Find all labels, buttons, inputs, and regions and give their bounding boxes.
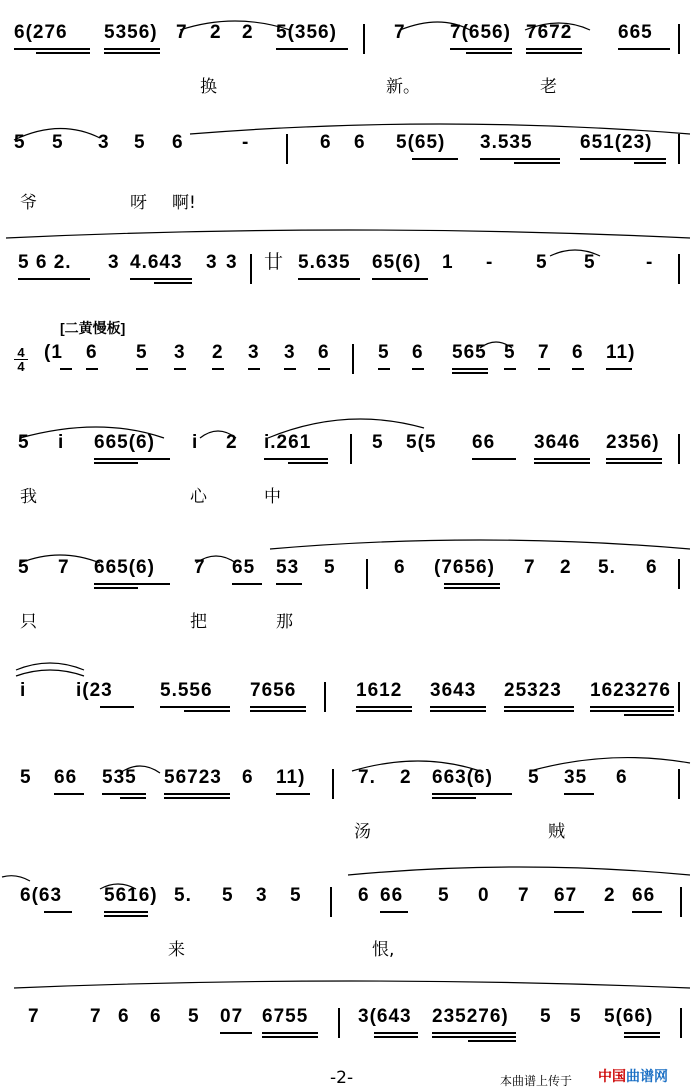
bar-line xyxy=(678,254,680,284)
bar-line xyxy=(680,887,682,917)
note-group: 5 xyxy=(540,1006,552,1027)
time-signature-bottom: 4 xyxy=(14,359,28,373)
underline xyxy=(14,48,90,50)
note-group: 7672 xyxy=(526,22,573,43)
underline xyxy=(624,1036,660,1038)
underline xyxy=(104,911,148,913)
underline xyxy=(232,583,262,585)
note-group: 665(6) xyxy=(94,557,155,578)
note-group: 1612 xyxy=(356,680,403,701)
underline xyxy=(288,462,328,464)
note-group: 3643 xyxy=(430,680,477,701)
underline xyxy=(248,368,260,370)
lyric: 中 xyxy=(264,487,281,507)
underline xyxy=(534,458,590,460)
note-group: 565 xyxy=(452,342,487,363)
note-group: 6 xyxy=(354,132,366,153)
underline xyxy=(412,158,458,160)
notation-line xyxy=(14,678,690,712)
underline xyxy=(212,368,224,370)
underline xyxy=(432,1036,516,1038)
note-group: 5.556 xyxy=(160,680,213,701)
note-group: 2 xyxy=(210,22,222,43)
section-label: [二黄慢板] xyxy=(60,320,126,336)
underline xyxy=(412,368,424,370)
lyric: 啊! xyxy=(172,193,196,213)
note-group: 5. xyxy=(174,885,192,906)
underline xyxy=(164,793,230,795)
note-group: 3 xyxy=(256,885,268,906)
note-group: 5 xyxy=(536,252,548,273)
underline xyxy=(60,368,72,370)
note-group: 6 xyxy=(358,885,370,906)
underline xyxy=(298,278,360,280)
note-group: 3 xyxy=(284,342,296,363)
note-group: 5 xyxy=(504,342,516,363)
underline xyxy=(120,797,146,799)
underline xyxy=(378,368,390,370)
note-group: 3.535 xyxy=(480,132,533,153)
underline xyxy=(54,793,84,795)
underline xyxy=(94,462,138,464)
note-group: 6 xyxy=(646,557,658,578)
notation-line xyxy=(14,1004,690,1038)
underline xyxy=(250,706,306,708)
note-group: 6 xyxy=(172,132,184,153)
note-group: 5.635 xyxy=(298,252,351,273)
note-group: 6755 xyxy=(262,1006,309,1027)
underline xyxy=(450,48,512,50)
underline xyxy=(606,462,662,464)
underline xyxy=(504,368,516,370)
lyric: 那 xyxy=(276,612,293,632)
note-group: 3 xyxy=(108,252,120,273)
note-group: 56723 xyxy=(164,767,222,788)
note-group: 66 xyxy=(380,885,404,906)
note-group: 3 xyxy=(98,132,110,153)
lyric: 来 xyxy=(168,940,185,960)
notation-line xyxy=(14,430,690,464)
underline xyxy=(432,1032,516,1034)
bar-line xyxy=(363,24,365,54)
bar-line xyxy=(352,344,354,374)
note-group: 3 xyxy=(206,252,218,273)
note-group: 5 xyxy=(18,557,30,578)
lyric: 爷 xyxy=(20,193,37,213)
underline xyxy=(618,48,670,50)
underline xyxy=(372,278,428,280)
bar-line xyxy=(250,254,252,284)
note-group: i xyxy=(20,680,27,701)
underline xyxy=(504,706,574,708)
note-group: 6 xyxy=(572,342,584,363)
notation-line xyxy=(14,130,690,164)
underline xyxy=(154,282,192,284)
note-group: 5 xyxy=(528,767,540,788)
underline xyxy=(534,462,590,464)
note-group: 6 xyxy=(318,342,330,363)
note-group: 5616) xyxy=(104,885,158,906)
note-group: i.261 xyxy=(264,432,312,453)
underline xyxy=(590,710,674,712)
bar-line xyxy=(286,134,288,164)
note-group: 5(5 xyxy=(406,432,437,453)
underline xyxy=(452,372,488,374)
note-group: 5 xyxy=(584,252,596,273)
note-group: 7 xyxy=(28,1006,40,1027)
lyric: 恨, xyxy=(372,940,395,960)
note-group: 66 xyxy=(632,885,656,906)
note-group: 0 xyxy=(478,885,490,906)
note-group: 66 xyxy=(54,767,78,788)
note-group: 7656 xyxy=(250,680,297,701)
note-group: 7 xyxy=(90,1006,102,1027)
notation-line xyxy=(14,250,690,284)
bar-line xyxy=(678,134,680,164)
logo-red-text: 中国 xyxy=(598,1068,626,1084)
note-group: 53 xyxy=(276,557,300,578)
bar-line xyxy=(678,769,680,799)
lyric: 只 xyxy=(20,612,37,632)
bar-line xyxy=(680,1008,682,1038)
note-group: 3646 xyxy=(534,432,581,453)
underline xyxy=(130,278,192,280)
note-group: 35 xyxy=(564,767,588,788)
underline xyxy=(262,1036,318,1038)
note-group: 2 xyxy=(212,342,224,363)
time-signature-top: 4 xyxy=(17,345,25,360)
note-group: - xyxy=(646,252,654,273)
underline xyxy=(36,52,90,54)
note-group: (7656) xyxy=(434,557,495,578)
note-group: 5356) xyxy=(104,22,158,43)
underline xyxy=(624,714,674,716)
bar-line xyxy=(678,559,680,589)
lyric: 新。 xyxy=(386,77,420,97)
note-group: 6 xyxy=(242,767,254,788)
underline xyxy=(356,710,412,712)
note-group: 665 xyxy=(618,22,653,43)
underline xyxy=(444,587,500,589)
note-group: 6 xyxy=(616,767,628,788)
note-group: - xyxy=(486,252,494,273)
lyric: 换 xyxy=(200,77,217,97)
underline xyxy=(432,793,512,795)
underline xyxy=(444,583,500,585)
bar-line xyxy=(338,1008,340,1038)
underline xyxy=(624,1032,660,1034)
lyric: 把 xyxy=(190,612,207,632)
note-group: 6 xyxy=(118,1006,130,1027)
bar-line xyxy=(330,887,332,917)
underline xyxy=(432,797,476,799)
note-group: 665(6) xyxy=(94,432,155,453)
note-group: 5 xyxy=(20,767,32,788)
note-group: i xyxy=(58,432,65,453)
notation-line xyxy=(14,883,690,917)
note-group: 2 xyxy=(604,885,616,906)
note-group: 4.643 xyxy=(130,252,183,273)
note-group: 5(66) xyxy=(604,1006,654,1027)
note-group: 5 xyxy=(188,1006,200,1027)
underline xyxy=(262,1032,318,1034)
underline xyxy=(526,48,582,50)
note-group: 5 xyxy=(372,432,384,453)
underline xyxy=(430,706,486,708)
note-group: 535 xyxy=(102,767,137,788)
note-group: 5(356) xyxy=(276,22,337,43)
note-group: 7 xyxy=(58,557,70,578)
underline xyxy=(538,368,550,370)
bar-line xyxy=(678,682,680,712)
note-group: 5 xyxy=(18,432,30,453)
underline xyxy=(276,583,302,585)
underline xyxy=(160,706,230,708)
note-group: 6 xyxy=(394,557,406,578)
bar-line xyxy=(366,559,368,589)
underline xyxy=(174,368,186,370)
underline xyxy=(94,587,138,589)
note-group: 5 xyxy=(570,1006,582,1027)
note-group: 廿 xyxy=(264,252,285,273)
underline xyxy=(606,458,662,460)
underline xyxy=(472,458,516,460)
underline xyxy=(318,368,330,370)
underline xyxy=(94,583,170,585)
lyric: 老 xyxy=(540,77,557,97)
note-group: 7 xyxy=(176,22,188,43)
underline xyxy=(276,48,348,50)
note-group: 2356) xyxy=(606,432,660,453)
underline xyxy=(526,52,582,54)
underline xyxy=(632,911,662,913)
note-group: 5 xyxy=(290,885,302,906)
note-group: 6(276 xyxy=(14,22,68,43)
note-group: 5(65) xyxy=(396,132,446,153)
note-group: 65 xyxy=(232,557,256,578)
underline xyxy=(514,162,560,164)
underline xyxy=(104,915,148,917)
note-group: 5 xyxy=(136,342,148,363)
note-group: 7 xyxy=(524,557,536,578)
underline xyxy=(504,710,574,712)
lyric: 心 xyxy=(190,487,207,507)
note-group: 5 xyxy=(438,885,450,906)
note-group: 5 6 2. xyxy=(18,252,72,273)
note-group: 2 xyxy=(242,22,254,43)
bar-line xyxy=(678,434,680,464)
underline xyxy=(104,52,160,54)
note-group: 3 xyxy=(226,252,238,273)
note-group: i xyxy=(192,432,199,453)
note-group: 65(6) xyxy=(372,252,422,273)
note-group: 7 xyxy=(518,885,530,906)
note-group: 7 xyxy=(538,342,550,363)
bar-line xyxy=(332,769,334,799)
note-group: 651(23) xyxy=(580,132,653,153)
note-group: 3 xyxy=(248,342,260,363)
underline xyxy=(104,48,160,50)
note-group: 11) xyxy=(606,342,636,363)
note-group: 2 xyxy=(226,432,238,453)
underline xyxy=(250,710,306,712)
note-group: 6 xyxy=(412,342,424,363)
note-group: 6(63 xyxy=(20,885,63,906)
underline xyxy=(572,368,584,370)
underline xyxy=(374,1032,418,1034)
underline xyxy=(580,158,666,160)
underline xyxy=(284,368,296,370)
underline xyxy=(480,158,560,160)
notation-line xyxy=(14,765,690,799)
note-group: 11) xyxy=(276,767,306,788)
note-group: 25323 xyxy=(504,680,562,701)
lyric: 汤 xyxy=(354,822,371,842)
lyric: 贼 xyxy=(548,822,565,842)
notation-line xyxy=(44,340,690,374)
note-group: 6 xyxy=(320,132,332,153)
note-group: 3 xyxy=(174,342,186,363)
underline xyxy=(564,793,594,795)
time-signature xyxy=(14,346,28,373)
underline xyxy=(380,911,408,913)
lyric: 我 xyxy=(20,487,37,507)
underline xyxy=(94,458,170,460)
note-group: 7(656) xyxy=(450,22,511,43)
underline xyxy=(452,368,488,370)
underline xyxy=(374,1036,418,1038)
underline xyxy=(184,710,230,712)
note-group: 2 xyxy=(560,557,572,578)
note-group: 235276) xyxy=(432,1006,509,1027)
underline xyxy=(468,1040,516,1042)
underline xyxy=(100,706,134,708)
note-group: 07 xyxy=(220,1006,244,1027)
note-group: 5 xyxy=(52,132,64,153)
underline xyxy=(44,911,72,913)
note-group: 6 xyxy=(86,342,98,363)
bar-line xyxy=(678,24,680,54)
underline xyxy=(590,706,674,708)
page-number: -2- xyxy=(330,1068,354,1088)
note-group: 66 xyxy=(472,432,496,453)
underline xyxy=(554,911,584,913)
underline xyxy=(606,368,632,370)
note-group: 663(6) xyxy=(432,767,493,788)
upload-source-text: 本曲谱上传于 xyxy=(500,1074,573,1088)
notation-line xyxy=(14,20,690,54)
underline xyxy=(634,162,666,164)
note-group: 7 xyxy=(394,22,406,43)
note-group: 5 xyxy=(134,132,146,153)
note-group: 5 xyxy=(222,885,234,906)
note-group: i(23 xyxy=(76,680,113,701)
underline xyxy=(430,710,486,712)
underline xyxy=(86,368,98,370)
note-group: - xyxy=(242,132,250,153)
note-group: (1 xyxy=(44,342,63,363)
note-group: 6 xyxy=(150,1006,162,1027)
note-group: 5 xyxy=(14,132,26,153)
underline xyxy=(276,793,310,795)
note-group: 5. xyxy=(598,557,616,578)
note-group: 5 xyxy=(324,557,336,578)
underline xyxy=(466,52,512,54)
note-group: 1623276 xyxy=(590,680,671,701)
note-group: 1 xyxy=(442,252,454,273)
site-logo[interactable] xyxy=(598,1066,668,1086)
underline xyxy=(356,706,412,708)
underline xyxy=(164,797,230,799)
underline xyxy=(18,278,90,280)
lyric: 呀 xyxy=(130,193,147,213)
bar-line xyxy=(350,434,352,464)
bar-line xyxy=(324,682,326,712)
underline xyxy=(264,458,328,460)
note-group: 7. xyxy=(358,767,376,788)
note-group: 3(643 xyxy=(358,1006,412,1027)
logo-blue-text: 曲谱网 xyxy=(626,1068,668,1084)
notation-line xyxy=(14,555,690,589)
note-group: 2 xyxy=(400,767,412,788)
underline xyxy=(220,1032,252,1034)
underline xyxy=(102,793,146,795)
underline xyxy=(136,368,148,370)
note-group: 67 xyxy=(554,885,578,906)
note-group: 5 xyxy=(378,342,390,363)
note-group: 7 xyxy=(194,557,206,578)
